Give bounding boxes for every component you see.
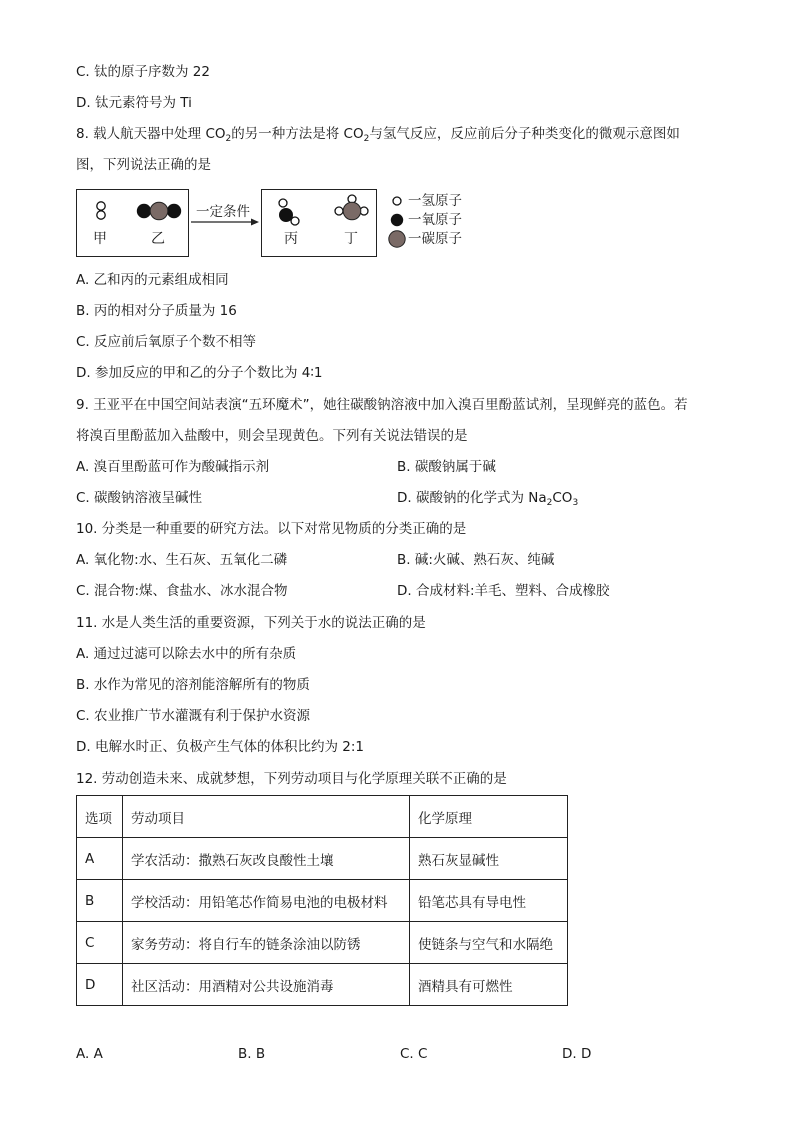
row-principle: 熟石灰显碱性 <box>410 838 568 880</box>
legend-oxygen-icon <box>391 214 403 226</box>
q12-answer-d: D. D <box>562 1046 592 1062</box>
q12-stem: 12. 劳动创造未来、成就梦想，下列劳动项目与化学原理关联不正确的是 <box>76 771 507 787</box>
q8-option-b: B. 丙的相对分子质量为 16 <box>76 303 237 319</box>
q10-option-d: D. 合成材料:羊毛、塑料、合成橡胶 <box>397 583 610 599</box>
row-option: A <box>77 838 123 880</box>
reaction-condition: 一定条件 <box>196 204 250 220</box>
q12-answer-c: C. C <box>400 1046 428 1062</box>
q11-option-b: B. 水作为常见的溶剂能溶解所有的物质 <box>76 677 310 693</box>
row-option: B <box>77 880 123 922</box>
q8-option-c: C. 反应前后氧原子个数不相等 <box>76 334 257 350</box>
table-header-row <box>77 796 568 838</box>
q9-option-a: A. 溴百里酚蓝可作为酸碱指示剂 <box>76 459 270 475</box>
row-principle: 使链条与空气和水隔绝 <box>410 922 568 964</box>
table-row <box>77 922 568 964</box>
q10-option-b: B. 碱:火碱、熟石灰、纯碱 <box>397 552 555 568</box>
q9-option-c: C. 碳酸钠溶液呈碱性 <box>76 490 203 506</box>
molecule-ding-methane <box>335 195 368 220</box>
q9-stem-line2: 将溴百里酚蓝加入盐酸中，则会呈现黄色。下列有关说法错误的是 <box>76 428 468 444</box>
molecule-jia-hydrogen <box>97 202 105 219</box>
legend-hydrogen-icon <box>393 197 401 205</box>
q11-option-d: D. 电解水时正、负极产生气体的体积比约为 2:1 <box>76 739 364 755</box>
q8-stem-line2: 图，下列说法正确的是 <box>76 157 211 173</box>
table-row <box>77 880 568 922</box>
q12-table <box>76 795 568 1006</box>
q8-option-a: A. 乙和丙的元素组成相同 <box>76 272 229 288</box>
row-labor-item: 社区活动：用酒精对公共设施消毒 <box>123 964 410 1006</box>
q9-stem-line1: 9. 王亚平在中国空间站表演“五环魔术”，她往碳酸钠溶液中加入溴百里酚蓝试剂，呈现鲜亮的蓝色。若 <box>76 397 688 413</box>
row-labor-item: 学校活动：用铅笔芯作简易电池的电极材料 <box>123 880 410 922</box>
row-labor-item: 学农活动：撒熟石灰改良酸性土壤 <box>123 838 410 880</box>
q10-option-c: C. 混合物:煤、食盐水、冰水混合物 <box>76 583 288 599</box>
row-principle: 铅笔芯具有导电性 <box>410 880 568 922</box>
legend-hydrogen-label: 一氢原子 <box>408 193 462 209</box>
q11-stem: 11. 水是人类生活的重要资源，下列关于水的说法正确的是 <box>76 615 426 631</box>
legend-oxygen-label: 一氧原子 <box>408 212 462 228</box>
q11-option-c: C. 农业推广节水灌溉有利于保护水资源 <box>76 708 311 724</box>
molecule-bing-water <box>279 199 299 225</box>
molecule-yi-carbon-dioxide <box>137 202 181 220</box>
legend-carbon-icon <box>389 231 405 247</box>
q9-option-d: D. 碳酸钠的化学式为 $Na_2CO_3$ <box>397 490 579 508</box>
table-row <box>77 964 568 1006</box>
q12-answer-b: B. B <box>238 1046 266 1062</box>
header-option: 选项 <box>77 796 123 838</box>
header-labor-item: 劳动项目 <box>123 796 410 838</box>
q10-option-a: A. 氧化物:水、生石灰、五氧化二磷 <box>76 552 288 568</box>
label-yi: 乙 <box>151 231 165 247</box>
table-row <box>77 838 568 880</box>
label-jia: 甲 <box>93 231 107 247</box>
q12-answer-a: A. A <box>76 1046 103 1062</box>
row-option: D <box>77 964 123 1006</box>
row-principle: 酒精具有可燃性 <box>410 964 568 1006</box>
row-option: C <box>77 922 123 964</box>
q11-option-a: A. 通过过滤可以除去水中的所有杂质 <box>76 646 297 662</box>
q9-option-b: B. 碳酸钠属于碱 <box>397 459 496 475</box>
header-principle: 化学原理 <box>410 796 568 838</box>
row-labor-item: 家务劳动：将自行车的链条涂油以防锈 <box>123 922 410 964</box>
legend-symbols <box>389 197 405 247</box>
label-bing: 丙 <box>284 231 298 247</box>
q8-option-d: D. 参加反应的甲和乙的分子个数比为 4∶1 <box>76 365 323 381</box>
q7-option-c: C. 钛的原子序数为 22 <box>76 64 210 80</box>
legend-carbon-label: 一碳原子 <box>408 231 462 247</box>
q10-stem: 10. 分类是一种重要的研究方法。以下对常见物质的分类正确的是 <box>76 521 467 537</box>
q8-stem-line1: 8. 载人航天器中处理 $CO_2$的另一种方法是将 $CO_2$与氢气反应，反应前后分子种类变化的微观示意图如 <box>76 126 680 144</box>
label-ding: 丁 <box>344 231 358 247</box>
q7-option-d: D. 钛元素符号为 Ti <box>76 95 192 111</box>
